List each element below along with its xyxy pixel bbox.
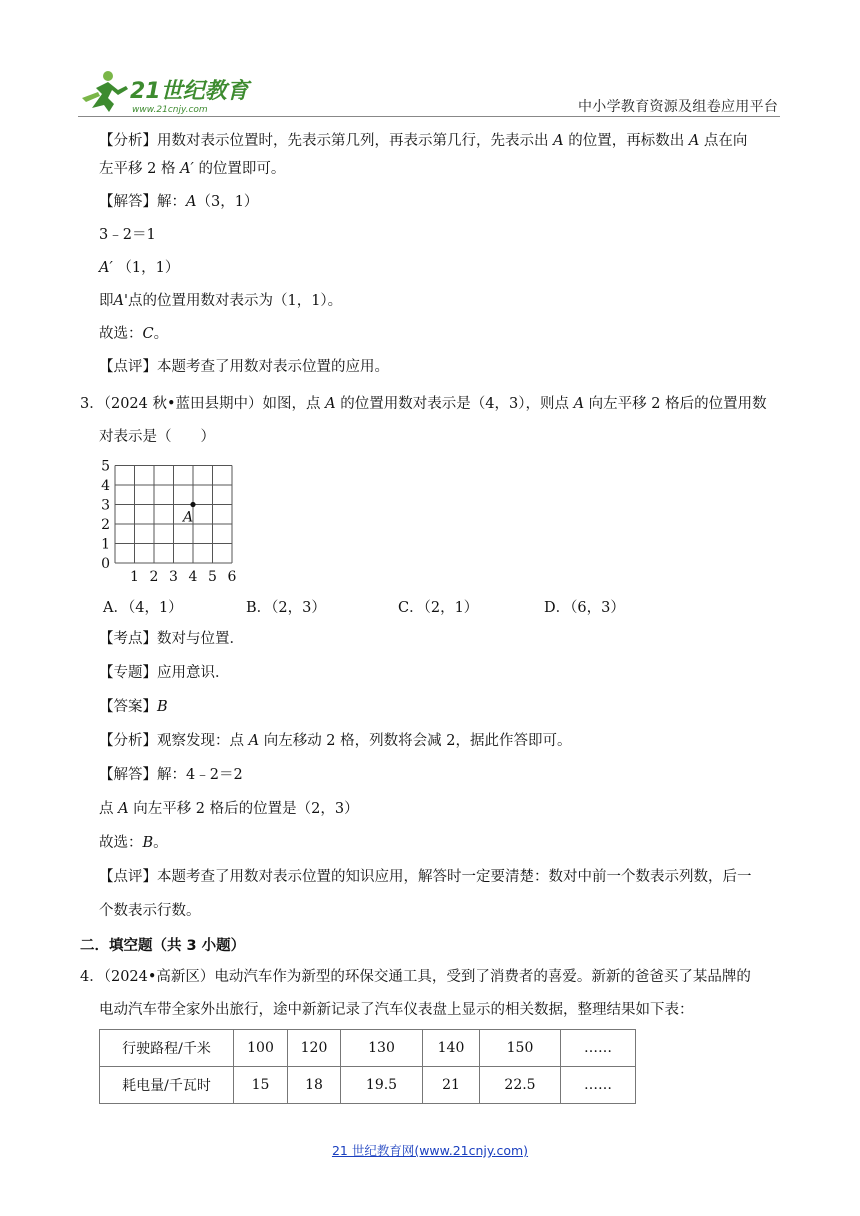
q3-solution-line1: 【解答】解：4﹣2＝2 <box>99 767 243 783</box>
point-a-label: A <box>182 509 194 526</box>
q3-stem-line1: 3．（2024 秋•蓝田县期中）如图，点 A 的位置用数对表示是（4，3），则点 A 向左平移 2 格后的位置用数 <box>80 396 767 412</box>
table-cell: …… <box>561 1067 636 1104</box>
q4-stem-line1: 4．（2024•高新区）电动汽车作为新型的环保交通工具，受到了消费者的喜爱。新新的爸爸买了某品牌的 <box>80 969 751 985</box>
table-cell: 21 <box>423 1067 480 1104</box>
q3-zhuanti: 【专题】应用意识． <box>99 665 230 681</box>
q3-solution-line2: 点 A 向左平移 2 格后的位置是（2，3） <box>99 801 359 817</box>
runner-icon <box>82 71 128 112</box>
y-tick-label: 3 <box>101 497 110 514</box>
x-tick-label: 4 <box>188 569 198 585</box>
x-tick-label: 6 <box>227 569 237 585</box>
table-cell: 18 <box>288 1067 341 1104</box>
q4-stem-line2: 电动汽车带全家外出旅行，途中新新记录了汽车仪表盘上显示的相关数据，整理结果如下表： <box>99 1002 694 1018</box>
section-heading-fill-in: 二．填空题（共 3 小题） <box>80 938 246 954</box>
q2-solution-line2: 3﹣2＝1 <box>99 227 156 243</box>
data-table <box>99 1029 636 1104</box>
q3-answer: 【答案】B <box>99 699 168 715</box>
q2-analysis-line1: 【分析】用数对表示位置时，先表示第几列，再表示第几行，先表示出 A 的位置，再标数出 A 点在向 <box>99 133 748 149</box>
table-cell: 140 <box>423 1030 480 1067</box>
x-tick-label: 5 <box>208 569 217 585</box>
q2-choice: 故选：C。 <box>99 326 169 342</box>
q3-comment-line1: 【点评】本题考查了用数对表示位置的知识应用，解答时一定要清楚：数对中前一个数表示列数，后一 <box>99 869 752 885</box>
q3-choice: 故选：B。 <box>99 835 168 851</box>
table-cell: …… <box>561 1030 636 1067</box>
logo-main-text: 21世纪教育 <box>130 79 249 104</box>
table-row <box>100 1067 636 1104</box>
q2-solution-line1: 【解答】解：A（3，1） <box>99 194 259 210</box>
y-tick-label: 2 <box>101 517 110 533</box>
option-d: D．（6，3） <box>544 600 625 616</box>
y-tick-label: 0 <box>101 556 110 572</box>
table-cell: 150 <box>480 1030 561 1067</box>
q3-comment-line2: 个数表示行数。 <box>99 903 201 919</box>
x-tick-label: 1 <box>130 569 139 585</box>
table-header-cell: 行驶路程/千米 <box>100 1030 234 1067</box>
table-cell: 19.5 <box>341 1067 423 1104</box>
header-divider <box>78 116 780 117</box>
footer-link[interactable]: 21 世纪教育网(www.21cnjy.com) <box>331 1143 529 1158</box>
table-header-cell: 耗电量/千瓦时 <box>100 1067 234 1104</box>
table-cell: 15 <box>234 1067 288 1104</box>
y-tick-label: 5 <box>101 458 110 475</box>
y-tick-label: 4 <box>101 478 110 494</box>
table-row <box>100 1030 636 1067</box>
site-logo[interactable] <box>78 68 253 116</box>
option-b: B．（2，3） <box>246 600 326 616</box>
option-c: C．（2，1） <box>398 600 479 616</box>
q2-analysis-line2: 左平移 2 格 A′ 的位置即可。 <box>99 161 286 177</box>
q2-comment: 【点评】本题考查了用数对表示位置的应用。 <box>99 359 389 375</box>
x-tick-label: 2 <box>149 569 159 585</box>
table-cell: 120 <box>288 1030 341 1067</box>
q2-solution-line4: 即A'点的位置用数对表示为（1，1）。 <box>99 293 343 309</box>
coordinate-grid-figure <box>98 456 248 590</box>
logo-sub-text: www.21cnjy.com <box>132 105 208 115</box>
table-cell: 100 <box>234 1030 288 1067</box>
y-tick-label: 1 <box>101 536 110 553</box>
q3-stem-line2: 对表示是（ ） <box>99 429 215 445</box>
q3-analysis: 【分析】观察发现：点 A 向左移动 2 格，列数将会减 2，据此作答即可。 <box>99 733 572 749</box>
x-tick-label: 3 <box>169 569 178 585</box>
option-a: A．（4，1） <box>103 600 183 616</box>
table-cell: 130 <box>341 1030 423 1067</box>
table-cell: 22.5 <box>480 1067 561 1104</box>
q2-solution-line3: A′ （1，1） <box>99 260 180 276</box>
point-a-marker <box>190 502 195 507</box>
header-platform-text: 中小学教育资源及组卷应用平台 <box>578 99 779 115</box>
q3-kaodian: 【考点】数对与位置． <box>99 631 244 647</box>
